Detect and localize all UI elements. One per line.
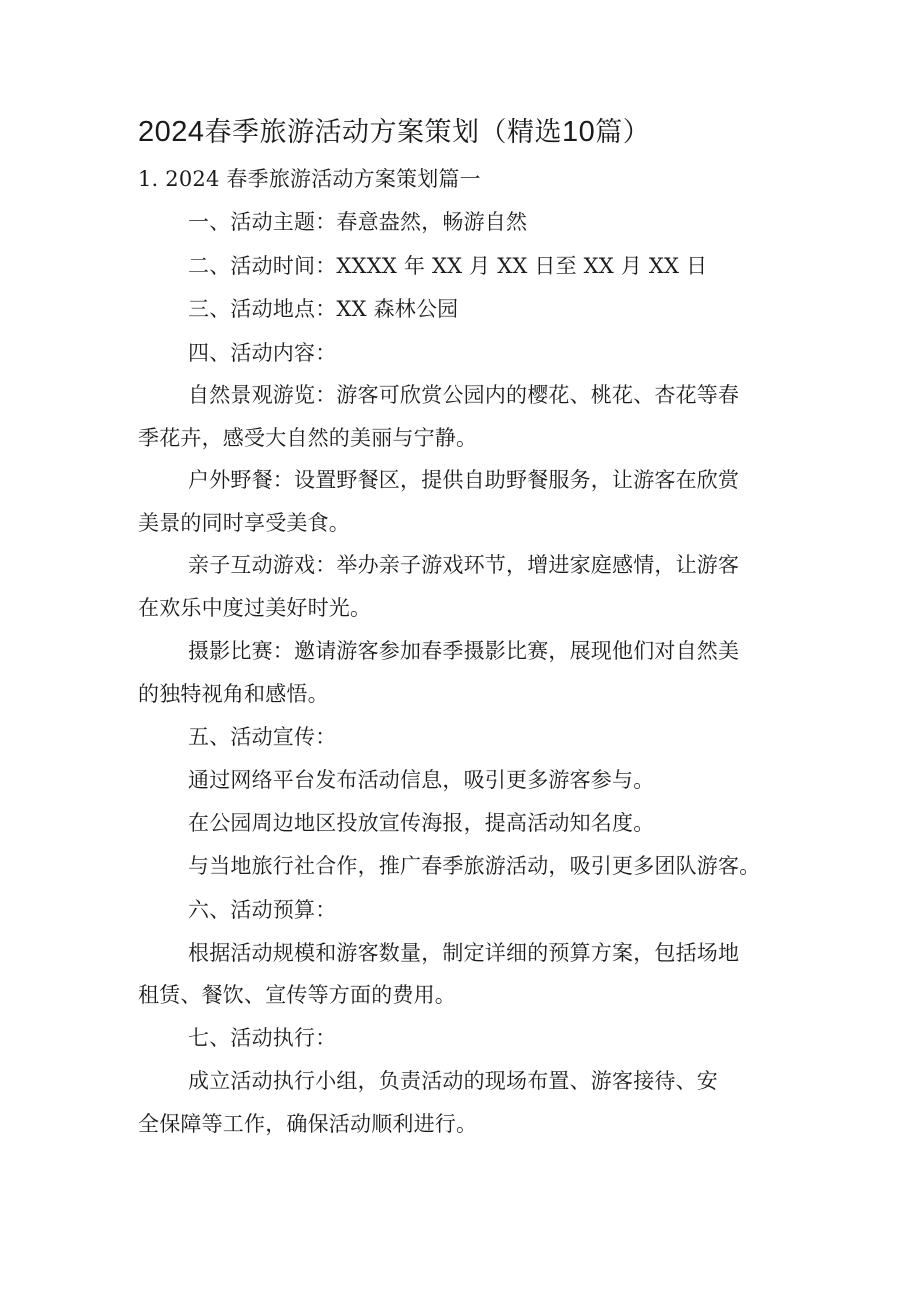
section-heading: 1. 2024 春季旅游活动方案策划篇一 <box>138 167 481 191</box>
paragraph-line: 二、活动时间：XXXX 年 XX 月 XX 日至 XX 月 XX 日 <box>188 254 708 278</box>
title-main: 春季旅游活动方案策划（精选 <box>204 117 563 148</box>
paragraph-line: 与当地旅行社合作，推广春季旅游活动，吸引更多团队游客。 <box>188 854 761 878</box>
title-year: 2024 <box>138 116 205 148</box>
paragraph-line: 自然景观游览：游客可欣赏公园内的樱花、桃花、杏花等春 <box>188 383 740 407</box>
paragraph-line: 在欢乐中度过美好时光。 <box>138 596 372 620</box>
paragraph-line: 的独特视角和感悟。 <box>138 682 329 706</box>
paragraph-line: 亲子互动游戏：举办亲子游戏环节，增进家庭感情，让游客 <box>188 553 740 577</box>
title-count: 10 <box>562 116 596 148</box>
paragraph-line: 六、活动预算： <box>188 898 337 922</box>
paragraph-line: 成立活动执行小组，负责活动的现场布置、游客接待、安 <box>188 1069 718 1093</box>
paragraph-line: 根据活动规模和游客数量，制定详细的预算方案，包括场地 <box>188 941 740 965</box>
title-suffix: 篇） <box>595 117 651 148</box>
paragraph-line: 美景的同时享受美食。 <box>138 511 350 535</box>
document-title <box>138 112 650 153</box>
paragraph-line: 季花卉，感受大自然的美丽与宁静。 <box>138 426 478 450</box>
paragraph-line: 户外野餐：设置野餐区，提供自助野餐服务，让游客在欣赏 <box>188 468 740 492</box>
paragraph-line: 在公园周边地区投放宣传海报，提高活动知名度。 <box>188 811 655 835</box>
paragraph-line: 摄影比赛：邀请游客参加春季摄影比赛，展现他们对自然美 <box>188 639 740 663</box>
paragraph-line: 三、活动地点：XX 森林公园 <box>188 297 459 321</box>
paragraph-line: 一、活动主题：春意盎然，畅游自然 <box>188 210 528 234</box>
paragraph-line: 七、活动执行： <box>188 1026 337 1050</box>
paragraph-line: 通过网络平台发布活动信息，吸引更多游客参与。 <box>188 768 655 792</box>
paragraph-line: 四、活动内容： <box>188 341 337 365</box>
paragraph-line: 五、活动宣传： <box>188 725 337 749</box>
paragraph-line: 租赁、餐饮、宣传等方面的费用。 <box>138 983 456 1007</box>
paragraph-line: 全保障等工作，确保活动顺利进行。 <box>138 1112 478 1136</box>
